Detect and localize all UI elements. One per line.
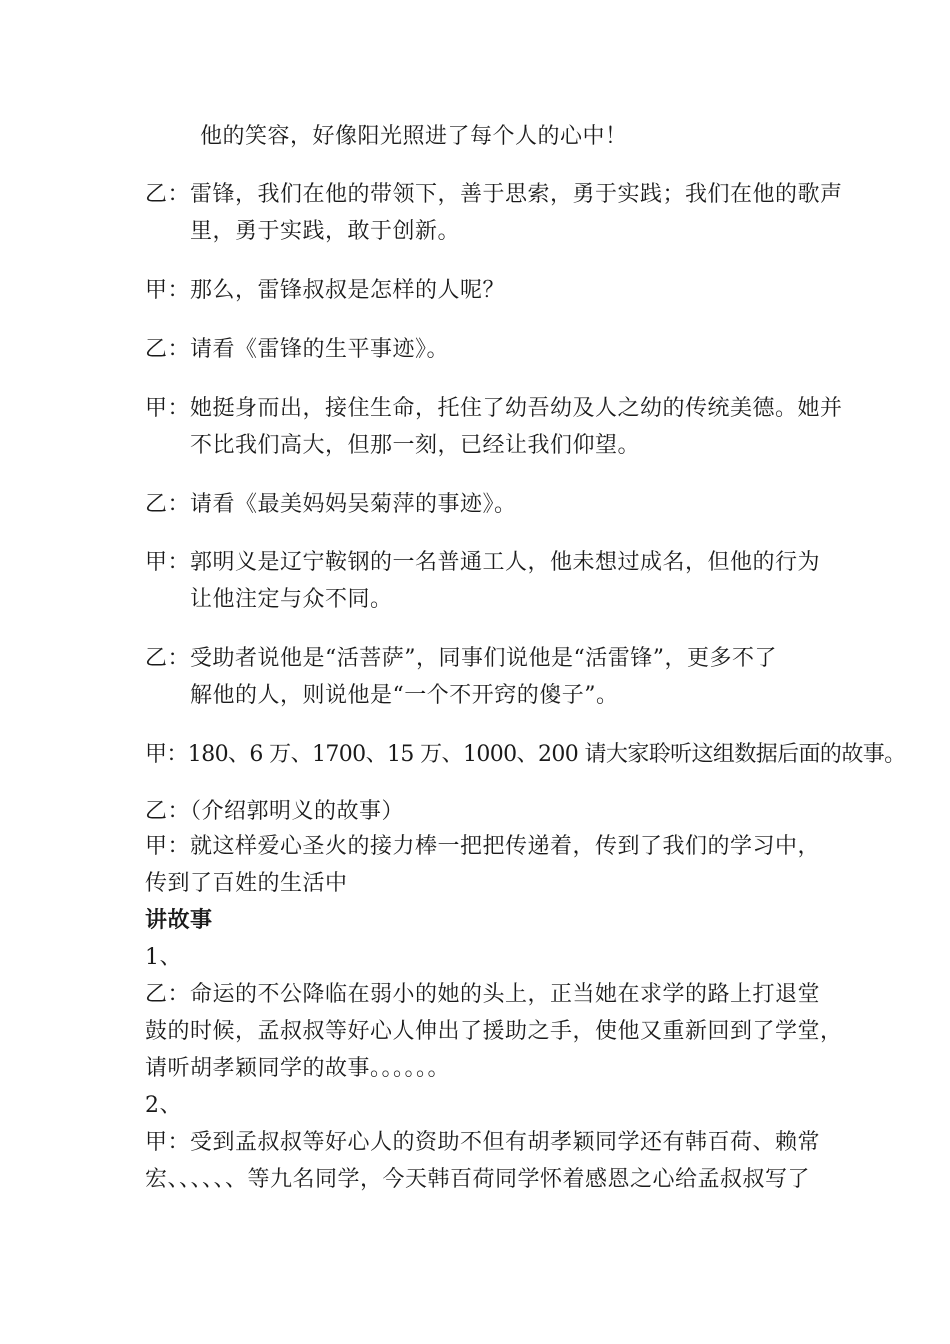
list-number-1: 1、 bbox=[145, 945, 182, 970]
text-line-2: 乙：雷锋，我们在他的带领下，善于思索，勇于实践；我们在他的歌声 bbox=[145, 182, 843, 207]
text-line-13: 甲：180、6 万、1700、15 万、1000、200 请大家聆听这组数据后面的故事。 bbox=[145, 742, 906, 767]
text-line-8: 乙：请看《最美妈妈吴菊萍的事迹》。 bbox=[145, 492, 517, 517]
text-line-1: 他的笑容，好像阳光照进了每个人的心中！ bbox=[200, 124, 628, 149]
list-number-2: 2、 bbox=[145, 1093, 182, 1118]
text-line-3: 里，勇于实践，敢于创新。 bbox=[190, 219, 461, 244]
text-line-14: 乙：（介绍郭明义的故事） bbox=[145, 799, 405, 824]
text-line-11: 乙：受助者说他是“活菩萨”，同事们说他是“活雷锋”，更多不了 bbox=[145, 646, 777, 671]
text-line-20: 甲：受到孟叔叔等好心人的资助不但有胡孝颖同学还有韩百荷、赖常 bbox=[145, 1130, 821, 1155]
text-line-7: 不比我们高大，但那一刻，已经让我们仰望。 bbox=[190, 433, 641, 458]
section-heading: 讲故事 bbox=[145, 908, 213, 933]
text-line-19: 请听胡孝颖同学的故事。。。。。。 bbox=[145, 1056, 451, 1081]
text-line-15: 甲：就这样爱心圣火的接力棒一把把传递着，传到了我们的学习中， bbox=[145, 834, 821, 859]
text-line-6: 甲：她挺身而出，接住生命，托住了幼吾幼及人之幼的传统美德。她并 bbox=[145, 396, 843, 421]
text-line-4: 甲：那么，雷锋叔叔是怎样的人呢？ bbox=[145, 278, 506, 303]
text-line-10: 让他注定与众不同。 bbox=[190, 587, 393, 612]
text-line-17: 乙：命运的不公降临在弱小的她的头上，正当她在求学的路上打退堂 bbox=[145, 982, 821, 1007]
text-line-5: 乙：请看《雷锋的生平事迹》。 bbox=[145, 337, 450, 362]
text-line-18: 鼓的时候，孟叔叔等好心人伸出了援助之手，使他又重新回到了学堂， bbox=[145, 1019, 843, 1044]
text-line-9: 甲：郭明义是辽宁鞍钢的一名普通工人，他未想过成名，但他的行为 bbox=[145, 550, 821, 575]
text-line-16: 传到了百姓的生活中 bbox=[145, 871, 348, 896]
text-line-21: 宏、、、、、、等九名同学，今天韩百荷同学怀着感恩之心给孟叔叔写了 bbox=[145, 1167, 811, 1192]
text-line-12: 解他的人，则说他是“一个不开窍的傻子”。 bbox=[190, 683, 619, 708]
